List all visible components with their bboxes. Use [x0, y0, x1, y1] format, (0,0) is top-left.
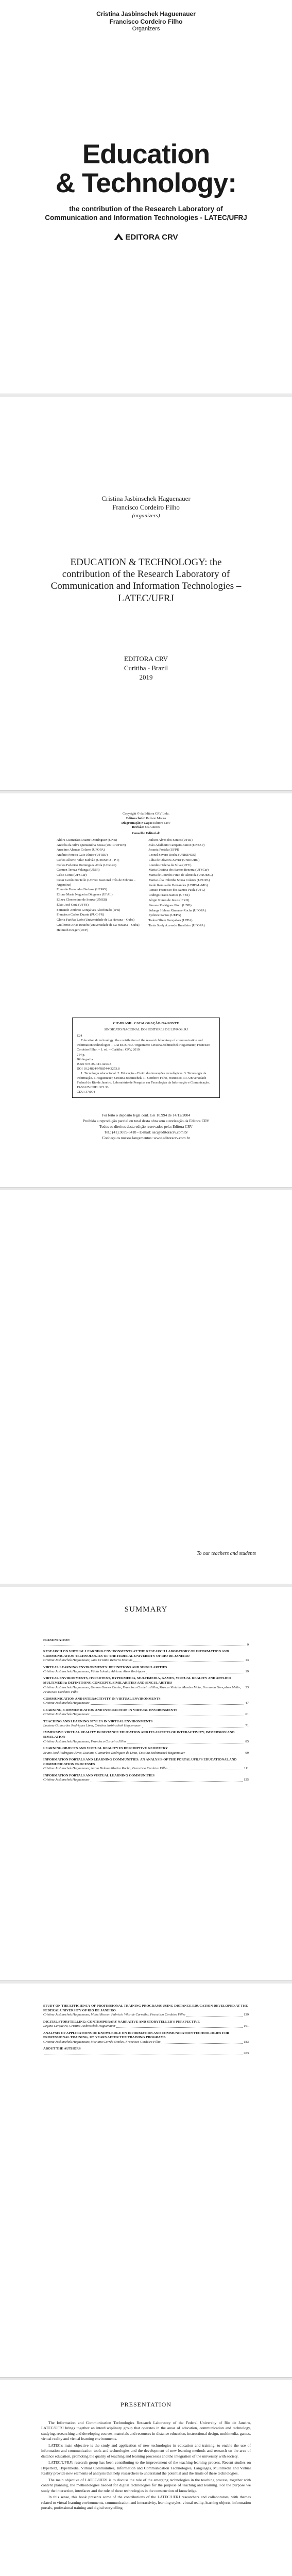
title-publisher: EDITORA CRV: [124, 655, 168, 663]
layout-label: Diagramação e Capa:: [121, 821, 153, 825]
board-member: Helmuth Krüger (UCP): [57, 928, 89, 932]
summary-entry-authors: Cristina Jasbinschek Haguenauer, Mabel Rosner, Fabrícia Vilar de Carvalho, Francisco Cordeiro Filho: [43, 2013, 185, 2017]
cover-publisher: EDITORA CRV: [125, 233, 178, 242]
summary-leader-dots: [116, 2024, 243, 2028]
summary-leader-dots: [91, 1701, 245, 1705]
summary-entry-title: LEARNING OBJECTS AND VIRTUAL REALITY IN DESCRIPTIVE GEOMETRY: [43, 1747, 168, 1751]
summary-entry-authors: Cristina Jasbinschek Haguenauer, Francisco Cordeiro Filho: [43, 1739, 126, 1743]
board-member: Guillermo Arias Beatón (Universidade de La Havana – Cuba): [57, 923, 140, 927]
summary-leader-dots: [133, 1658, 244, 1662]
cover-title-line-1: Education: [82, 139, 210, 170]
board-member: Solange Helena Ximenes-Rocha (UFOPA): [148, 908, 206, 912]
summary-entry-page: 47: [245, 1701, 249, 1705]
summary-entry-line: [43, 1778, 249, 1783]
board-member: Eduardo Fernandes Barbosa (UFMG): [57, 888, 108, 892]
title-organizers-role: (organizers): [132, 512, 160, 519]
summary-entry: [43, 1720, 249, 1728]
summary-entry-title: IMMERSIVE VIRTUAL REALITY IN DISTANCE EDUCATION AND ITS ASPECTS OF INTERACTIVITY, IMMERSION AND SIMULATION: [43, 1731, 235, 1739]
summary-list-2: [43, 2004, 249, 2058]
copyright-line: Copyright © da Editora CRV Ltda.: [123, 812, 169, 816]
summary-entry-title: INFORMATION PORTALS AND LEARNING COMMUNITIES: AN ANALYSIS OF THE PORTAL UFRJ'S EDUCATIONAL AND COMMUNICATION PROCESSES: [43, 1757, 237, 1766]
board-member: Maria de Lourdes Pinto de Almeida (UNOESC): [148, 873, 213, 877]
summary-entry: [43, 1697, 249, 1706]
cover-organizer-1: Cristina Jasbinschek Haguenauer: [96, 10, 196, 18]
summary-entry-page: 19: [245, 1670, 249, 1674]
catalog-subtitle: SINDICATO NACIONAL DOS EDITORES DE LIVROS, RJ: [104, 1028, 188, 1032]
summary-entry-page: 9: [247, 1642, 249, 1647]
board-member: Elizeu Clementino de Souza (UNEB): [57, 898, 107, 902]
board-member: Rodrigo Pratte-Santos (UFES): [148, 893, 190, 897]
catalog-line: Bibliografia: [77, 1057, 93, 1061]
summary-leader-dots: [162, 2040, 243, 2044]
summary-entry-page: 85: [245, 1739, 249, 1743]
summary-leader-dots: [91, 1713, 245, 1716]
summary-leader-dots: [44, 2052, 243, 2055]
board-member: Andréia da Silva Quintanilha Sousa (UNIR/UFRN): [57, 843, 126, 847]
summary-leader-dots: [142, 1724, 245, 1727]
board-member: Carlos Federico Dominguez Avila (Unieuro): [57, 863, 116, 867]
presentation-paragraph: LATEC's main objective is the study and application of new technologies in education and training, to enable the use of information and communication tools and technologies and the development of new learning methods and research on the area of distance education, promoting the quality of teaching and learning processes and the integration of the university with society.: [41, 2443, 251, 2459]
summary-entry-authors: Cristina Jasbinschek Haguenauer, Gerson Gomes Cunha, Francisco Cordeiro Filho, Marcus Vinicius Mendes Mota, Fernanda Gonçalves Mello, Francisco Cordeiro Filho: [43, 1685, 241, 1694]
summary-entry-title: ANALYSIS OF APPLICATIONS OF KNOWLEDGE ON INFORMATION AND COMMUNICATION TECHNOLOGIES FOR PROFESSIONAL TRAINING, 123 YEARS AFTER THE TRAINING PROGRAMS: [43, 2031, 230, 2040]
fine-print: [0, 1113, 292, 1141]
summary-entry-page: 203: [244, 2051, 249, 2055]
presentation-heading: PRESENTATION: [120, 2401, 172, 2408]
cover-title-line-2: & Technology:: [55, 167, 237, 198]
summary-entry: [43, 2031, 249, 2045]
summary-page-2: [0, 1984, 292, 2378]
catalog-lines: [77, 1033, 215, 1094]
summary-leader-dots: [44, 1643, 246, 1647]
board-member: Leonel Severo Rocha (UNISINOS): [148, 853, 196, 857]
board-member: João Adalberto Campato Junior (UNESP): [148, 843, 205, 847]
presentation-paragraph: In this sense, this book presents some of the contributions of the LATEC/UFRJ researchers and collaborators, with themes related to virtual learning environments, communication and interactivity, learning styles, virtual reality, learning objects, information portals, professional training and digital storytelling.: [41, 2495, 251, 2511]
fine-print-line: Conheça os nossos lançamentos: www.editoracrv.com.br: [102, 1135, 190, 1140]
catalog-line: E24: [77, 1034, 82, 1038]
board-member: Cesar Gerónimo Tello (Univer. Nacional Três de Febrero – Argentina): [57, 878, 136, 887]
summary-entry-title: COMMUNICATION AND INTERACTIVITY IN VIRTUAL ENVIRONMENTS: [43, 1697, 161, 1701]
summary-entry: [43, 2004, 249, 2018]
board-member: Lídia de Oliveira Xavier (UNIEURO): [148, 858, 200, 862]
board-title: Conselho Editorial:: [132, 832, 160, 836]
summary-entry-page: 71: [245, 1724, 249, 1728]
board-member: Sérgio Nunes de Jesus (IFRO): [148, 899, 190, 903]
summary-entry-title: INFORMATION PORTALS AND VIRTUAL LEARNING COMMUNITIES: [43, 1773, 154, 1777]
title-city: Curitiba - Brazil: [124, 664, 168, 672]
summary-leader-dots: [91, 1778, 243, 1782]
summary-entry-authors: Cristina Jasbinschek Haguenauer: [43, 1713, 90, 1717]
fine-print-line: Tel.: (41) 3039-6418 - E-mail: sac@editoracrv.com.br: [104, 1129, 188, 1134]
summary-entry-authors: Cristina Jasbinschek Haguenauer: [43, 1778, 90, 1782]
title-organizer-1: Cristina Jasbinschek Haguenauer: [101, 495, 191, 502]
review-label: Revisão:: [132, 825, 145, 829]
summary-entry-authors: Cristina Jasbinschek Haguenauer: [43, 1701, 90, 1705]
catalog-title: CIP-BRASIL. CATALOGAÇÃO-NA-FONTE: [113, 1022, 179, 1025]
summary-leader-dots: [127, 1740, 244, 1743]
cover-subtitle: the contribution of the Research Laboratory of Communication and Information Technologies - LATEC/UFRJ: [45, 205, 247, 222]
summary-entry: [43, 1758, 249, 1771]
layout-name: Editora CRV: [153, 821, 171, 825]
summary-entry-line: [43, 2052, 249, 2056]
summary-entry: [43, 1731, 249, 1744]
cover-title: [0, 140, 292, 197]
summary-entry-page: 161: [244, 2024, 249, 2028]
title-page-title: EDUCATION & TECHNOLOGY: the contribution of the Research Laboratory of Communication and Information Technologies – LATEC/UFRJ: [50, 557, 242, 604]
review-name: Os Autores: [145, 825, 160, 829]
board-member: Sydione Santos (UEPG): [148, 913, 181, 918]
summary-entry: [43, 1774, 249, 1783]
summary-entry-line: [43, 1643, 249, 1648]
fine-print-line: Todos os direitos desta edição reservados pela: Editora CRV: [99, 1124, 193, 1129]
summary-entry: [43, 1666, 249, 1674]
summary-entry: [43, 2020, 249, 2029]
summary-entry: [43, 1747, 249, 1755]
summary-entry-authors: Cristina Jasbinschek Haguenauer, Vânia Lobato, Adriana Alves Rodrigues: [43, 1670, 145, 1674]
board-member: Maria Cristina dos Santos Bezerra (UFSCar): [148, 868, 209, 872]
summary-entry-line: [43, 1767, 249, 1771]
editor-label: Editor-chefe:: [126, 816, 145, 820]
summary-entry-authors: Bruno José Rodrigues Alves, Luciana Guimarães Rodrigues de Lima, Cristina Jasbinschek Haguenauer: [43, 1751, 185, 1755]
presentation-paragraph: The main objective of LATEC/UFRJ is to discuss the role of the emerging technologies in the teaching process, together with content planning, the methodologies needed for digital technologies for the purpose of teaching and learning. For the purpose we study the interaction, interfaces and the role of these technologies in the construction of knowledge.: [41, 2477, 251, 2493]
summary-leader-dots: [146, 1670, 245, 1673]
summary-entry: [43, 1676, 249, 1694]
board-member: Lourdes Helena da Silva (UFV): [148, 863, 192, 867]
summary-entry-page: 111: [244, 1767, 249, 1771]
editor-name: Railson Moura: [146, 816, 166, 820]
cover-publisher-logo: [0, 233, 292, 242]
summary-entry-title: ABOUT THE AUTHORS: [43, 2047, 81, 2051]
presentation-page-1: [0, 2380, 292, 2576]
summary-entry-page: 139: [244, 2013, 249, 2017]
summary-entry-title: VIRTUAL LEARNING ENVIRONMENTS: DEFINITIONS AND SINGULARITIES: [43, 1665, 167, 1669]
catalog-line: Education & technology: the contribution of the research laboratory of communication and information technologies – LATEC/UFRJ / organizers: Cristina Jasbinschek Haguenauer, Francisco Cordeiro Filho. – 1. ed. – Curitiba : CRV, 2019.: [77, 1039, 210, 1052]
summary-entry-title: RESEARCH ON VIRTUAL LEARNING ENVIRONMENTS AT THE RESEARCH LABORATORY OF INFORMATION AND COMMUNICATION TECHNOLOGIES OF THE FEDERAL UNIVERSITY OF RIO DE JANEIRO: [43, 1649, 229, 1658]
summary-entry-title: TEACHING AND LEARNING STYLES IN VIRTUAL ENVIRONMENTS: [43, 1719, 153, 1723]
summary-entry-authors: Luciana Guimarães Rodrigues Lima, Cristina Jasbinschek Haguenauer: [43, 1724, 141, 1728]
summary-list-1: [43, 1638, 249, 1785]
summary-entry: [43, 2047, 249, 2056]
board-member: Carlos Alberto Vilar Estêvão (UMINHO – PT): [57, 858, 119, 862]
board-member: Paulo Romualdo Hernandes (UNIFAL-MG): [148, 883, 208, 887]
summary-leader-dots: [168, 1767, 243, 1770]
board-member: Fernando Antônio Gonçalves Alcoforado (IPB): [57, 908, 121, 912]
summary-entry: [43, 1650, 249, 1663]
catalog-card: [72, 1018, 220, 1098]
cover-organizers-role: Organizers: [132, 26, 160, 32]
summary-entry-line: [43, 1740, 249, 1744]
summary-entry-authors: Regina Cerqueira, Cristina Jasbinschek Haguenauer: [43, 2024, 116, 2028]
board-member: Gloria Fariñas León (Universidade de La Havana – Cuba): [57, 918, 134, 922]
cover-organizers: [0, 10, 292, 33]
publisher-mark-icon: [114, 233, 123, 240]
summary-entry-page: 33: [245, 1685, 249, 1689]
title-organizer-2: Francisco Cordeiro Filho: [112, 503, 180, 511]
board-member: Elione Maria Nogueira Diogenes (UFAL): [57, 893, 113, 897]
summary-entry-line: [43, 1701, 249, 1706]
summary-entry-line: [43, 1686, 249, 1694]
summary-entry-title: DIGITAL STORYTELLING: CONTEMPORARY NARRATIVE AND STORYTELLER'S PERSPECTIVE: [43, 2020, 200, 2024]
board-member: Francisco Carlos Duarte (PUC-PR): [57, 913, 104, 917]
summary-entry-page: 13: [245, 1658, 249, 1663]
summary-entry-title: LEARNING, COMMUNICATION AND INTERACTION IN VIRTUAL ENVIRONMENTS: [43, 1708, 178, 1712]
title-year: 2019: [139, 673, 153, 682]
board-member: Élsio José Corá (UFFS): [57, 903, 89, 907]
summary-entry-line: [43, 2040, 249, 2045]
board-member: Anselmo Alencar Colares (UFOPA): [57, 848, 105, 852]
catalog-line: DOI 10.24824/978854443253.8: [77, 1066, 120, 1071]
catalog-line: ISBN 978-85-444-3253-8: [77, 1062, 112, 1066]
fine-print-line: Proibida a reprodução parcial ou total desta obra sem autorização da Editora CRV: [82, 1118, 210, 1123]
cover-page: [0, 0, 292, 394]
board-member: Simone Rodrigues Pinto (UNB): [148, 903, 192, 907]
editorial-board-list: [57, 838, 235, 933]
board-member: Jailson Alves dos Santos (UFRJ): [148, 838, 193, 842]
summary-entry-page: 99: [245, 1751, 249, 1755]
board-member: Maria Lília Imbiriba Sousa Colares (UFOPA): [148, 878, 210, 882]
catalog-line: 19-56125 CDD: 371.33: [77, 1086, 109, 1090]
summary-entry-line: [43, 2013, 249, 2018]
summary-entry-line: [43, 1724, 249, 1728]
title-page-imprint: [0, 654, 292, 683]
summary-entry-line: [43, 1658, 249, 1663]
summary-entry: [43, 1638, 249, 1647]
summary-heading: SUMMARY: [124, 1605, 168, 1614]
dedication-page: [0, 1190, 292, 1584]
copyright-page: [0, 793, 292, 1188]
summary-entry-title: STUDY ON THE EFFICIENCY OF PROFESSIONAL TRAINING PROGRAMS USING DISTANCE EDUCATION DEVELOPED AT THE FEDERAL UNIVERSITY OF RIO DE JANEIRO: [43, 2004, 248, 2012]
title-page: [0, 397, 292, 791]
summary-entry-title: PRESENTATION: [43, 1638, 70, 1642]
summary-entry-authors: Cristina Jasbinschek Haguenauer, Aurea Helena Silveira Rocha, Francisco Cordeiro Filho: [43, 1767, 167, 1771]
copyright-block: [57, 812, 235, 933]
summary-entry-page: 183: [244, 2040, 249, 2044]
fine-print-line: Foi feito o depósito legal conf. Lei 10.994 de 14/12/2004: [101, 1113, 191, 1117]
summary-entry-line: [43, 2024, 249, 2029]
board-member: Renato Francisco dos Santos Paula (UFG): [148, 888, 205, 892]
board-member: Aldira Guimarães Duarte Domínguez (UNB): [57, 838, 117, 842]
presentation-paragraph: LATEC/UFRJ's research group has been contributing to the improvement of the teaching-learning process. Recent studies on Hypertext, Hypermedia, Virtual Communities, Information and Communication Technologies, Languages, Multimedia and Virtual Reality provide new elements of analysis that help researchers to understand the potential and the limits of these technologies.: [41, 2460, 251, 2476]
summary-entry-line: [43, 1670, 249, 1674]
summary-page-1: [0, 1587, 292, 1981]
board-member: Antônio Pereira Gaio Júnior (UFRRJ): [57, 853, 108, 857]
cover-organizer-2: Francisco Cordeiro Filho: [109, 18, 183, 25]
catalog-line: 214 p.: [77, 1053, 85, 1057]
summary-leader-dots: [186, 2013, 243, 2016]
title-page-organizers: [0, 495, 292, 519]
summary-entry-authors: Cristina Jasbinschek Haguenauer, Mariana Corrêa Simões, Francisco Cordeiro Filho: [43, 2040, 161, 2044]
presentation-text-1: [41, 2420, 251, 2512]
summary-entry-line: [43, 1713, 249, 1717]
board-member: Celso Conti (UFSCar): [57, 873, 87, 877]
presentation-paragraph: The Information and Communication Technologies Research Laboratory of the Federal University of Rio de Janeiro, LATEC/UFRJ brings together an interdisciplinary group that operates in the areas of education, communication and technology, studying, researching and developing courses, materials and resources in distance education, instructional design, multimedia, games, virtual reality and virtual learning environments.: [41, 2420, 251, 2442]
summary-entry-page: 61: [245, 1713, 249, 1717]
summary-entry-authors: Cristina Jasbinschek Haguenauer, Jane Cristina Bezerra Martins: [43, 1658, 133, 1663]
summary-entry-page: 125: [244, 1778, 249, 1782]
summary-entry: [43, 1708, 249, 1717]
catalog-line: CDU: 37:004: [77, 1090, 95, 1094]
summary-entry-title: VIRTUAL ENVIRONMENTS, HYPERTEXT, HYPERMEDIA, MULTIMEDIA, GAMES, VIRTUAL REALITY AND APPLIED MULTIMEDIA: DEFINITIONS, CONCEPTS, SIMILARITIES AND SINGULARITIES: [43, 1676, 231, 1685]
dedication-text: To our teachers and students: [196, 1551, 256, 1556]
summary-leader-dots: [186, 1751, 244, 1755]
catalog-line: 1. Tecnologia educacional. 2. Educação – Efeito das inovações tecnológicas. 3. Tecnologia da informação. I. Haguenauer, Cristina Jasbinschek. II. Cordeiro Filho, Francisco. III. Universidade Federal do Rio de Janeiro. Laboratório de Pesquisa em Tecnologias da Informação e Comunicação.: [77, 1071, 210, 1085]
board-member: Tania Suely Azevedo Brasileiro (UFOPA): [148, 923, 205, 927]
board-member: Carmen Tereza Velanga (UNIR): [57, 868, 100, 872]
board-member: Josania Portela (UFPI): [148, 848, 179, 852]
board-member: Tadeu Oliver Gonçalves (UFPA): [148, 919, 193, 923]
summary-entry-line: [43, 1751, 249, 1756]
